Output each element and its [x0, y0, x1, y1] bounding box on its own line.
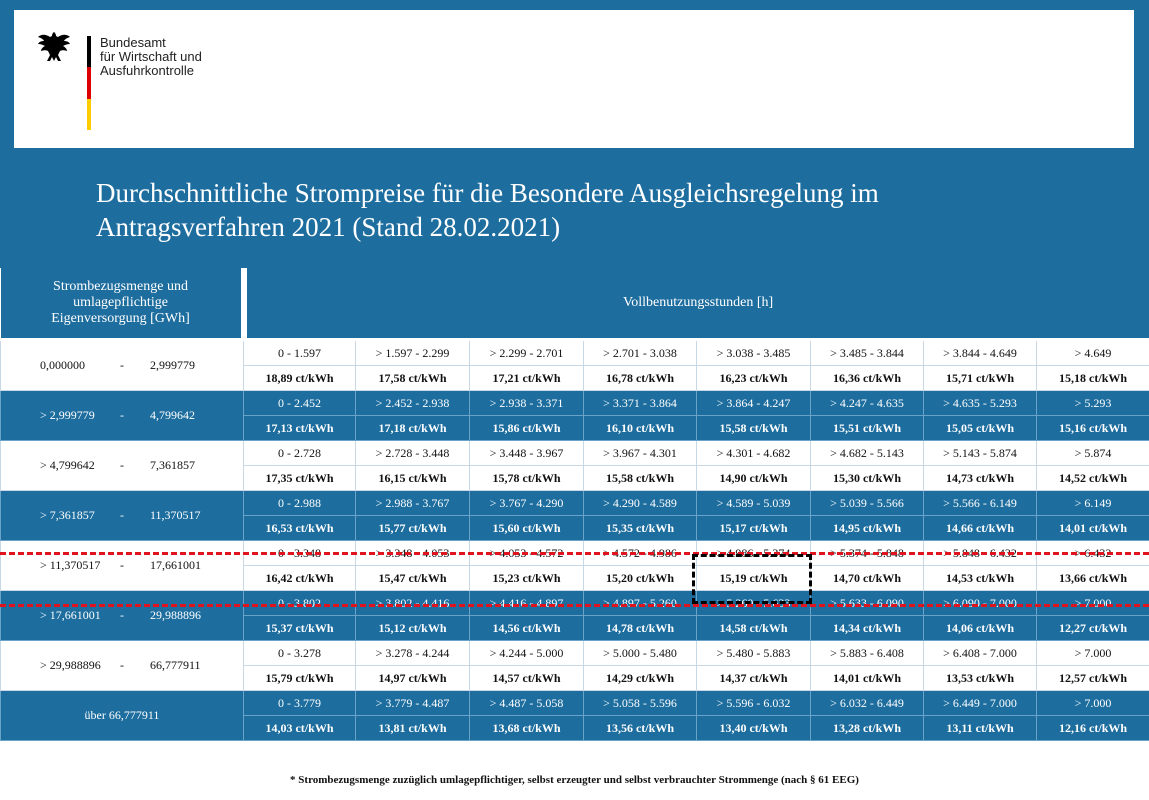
hours-range-cell: > 5.848 - 6.432 [924, 541, 1037, 566]
hours-range-cell: > 2.938 - 3.371 [470, 391, 584, 416]
price-cell: 13,28 ct/kWh [811, 716, 924, 741]
price-cell: 13,68 ct/kWh [470, 716, 584, 741]
price-cell: 14,78 ct/kWh [584, 616, 697, 641]
table-row [1, 441, 1149, 466]
price-cell: 15,58 ct/kWh [584, 466, 697, 491]
hours-range-cell: > 4.416 - 4.897 [470, 591, 584, 616]
hours-range-cell: > 6.090 - 7.000 [924, 591, 1037, 616]
price-cell: 13,56 ct/kWh [584, 716, 697, 741]
price-cell: 16,15 ct/kWh [356, 466, 470, 491]
quantity-range-cell [1, 491, 244, 541]
price-cell: 17,35 ct/kWh [244, 466, 356, 491]
quantity-from: > 11,370517 [40, 558, 101, 572]
price-cell: 15,20 ct/kWh [584, 566, 697, 591]
highlight-cell-box [692, 554, 812, 604]
price-cell: 14,73 ct/kWh [924, 466, 1037, 491]
price-cell: 13,53 ct/kWh [924, 666, 1037, 691]
price-cell: 13,11 ct/kWh [924, 716, 1037, 741]
hours-range-cell: > 3.802 - 4.416 [356, 591, 470, 616]
price-cell: 14,58 ct/kWh [697, 616, 811, 641]
hours-range-cell: > 3.844 - 4.649 [924, 340, 1037, 366]
quantity-from: > 7,361857 [40, 508, 95, 522]
quantity-range-cell [1, 591, 244, 641]
range-dash: - [120, 458, 124, 472]
quantity-range-cell [1, 641, 244, 691]
price-cell: 15,77 ct/kWh [356, 516, 470, 541]
hours-range-cell: > 4.053 - 4.572 [470, 541, 584, 566]
quantity-from: > 4,799642 [40, 458, 95, 472]
hours-range-cell: > 6.408 - 7.000 [924, 641, 1037, 666]
quantity-range-cell [1, 691, 244, 741]
hours-range-cell: > 4.649 [1037, 340, 1149, 366]
hours-range-cell: > 5.566 - 6.149 [924, 491, 1037, 516]
price-cell: 12,57 ct/kWh [1037, 666, 1149, 691]
hours-range-cell: 0 - 3.779 [244, 691, 356, 716]
price-cell: 15,35 ct/kWh [584, 516, 697, 541]
hours-range-cell: > 7.000 [1037, 591, 1149, 616]
header-line: Strombezugsmenge und [53, 279, 188, 294]
price-cell: 14,90 ct/kWh [697, 466, 811, 491]
hours-range-cell: > 5.293 [1037, 391, 1149, 416]
price-cell: 14,29 ct/kWh [584, 666, 697, 691]
hours-range-cell: > 3.371 - 3.864 [584, 391, 697, 416]
hours-range-cell: > 3.967 - 4.301 [584, 441, 697, 466]
agency-name [100, 36, 202, 78]
hours-range-cell: > 5.633 - 6.090 [811, 591, 924, 616]
quantity-to: 29,988896 [150, 608, 201, 622]
price-cell: 14,06 ct/kWh [924, 616, 1037, 641]
quantity-range-cell [1, 340, 244, 391]
table-row [1, 691, 1149, 716]
hours-range-cell: > 3.485 - 3.844 [811, 340, 924, 366]
hours-range-cell: > 3.779 - 4.487 [356, 691, 470, 716]
hours-range-cell: > 4.301 - 4.682 [697, 441, 811, 466]
hours-range-cell: > 5.058 - 5.596 [584, 691, 697, 716]
hours-range-cell: > 4.682 - 5.143 [811, 441, 924, 466]
price-cell: 14,97 ct/kWh [356, 666, 470, 691]
hours-range-cell: > 5.480 - 5.883 [697, 641, 811, 666]
quantity-to: 66,777911 [150, 658, 201, 672]
quantity-from: > 2,999779 [40, 408, 95, 422]
hours-range-cell: > 5.374 - 5.848 [811, 541, 924, 566]
hours-range-cell: > 3.038 - 3.485 [697, 340, 811, 366]
price-cell: 14,95 ct/kWh [811, 516, 924, 541]
quantity-to: 7,361857 [150, 458, 195, 472]
price-cell: 15,79 ct/kWh [244, 666, 356, 691]
hours-range-cell: > 6.149 [1037, 491, 1149, 516]
hours-range-cell: > 2.728 - 3.448 [356, 441, 470, 466]
agency-line: Ausfuhrkontrolle [100, 63, 194, 78]
hours-range-cell: > 4.290 - 4.589 [584, 491, 697, 516]
hours-range-cell: > 7.000 [1037, 641, 1149, 666]
hours-range-cell: 0 - 1.597 [244, 340, 356, 366]
price-cell: 15,51 ct/kWh [811, 416, 924, 441]
hours-range-cell: > 4.986 - 5.374 [697, 541, 811, 566]
table-row [1, 591, 1149, 616]
price-cell: 14,03 ct/kWh [244, 716, 356, 741]
title-line: Antragsverfahren 2021 (Stand 28.02.2021) [96, 212, 561, 242]
page-title [96, 176, 1096, 244]
price-cell: 16,36 ct/kWh [811, 366, 924, 391]
hours-range-cell: > 2.701 - 3.038 [584, 340, 697, 366]
hours-range-cell: > 4.244 - 5.000 [470, 641, 584, 666]
price-cell: 15,60 ct/kWh [470, 516, 584, 541]
range-dash: - [120, 358, 124, 372]
agency-line: Bundesamt [100, 35, 166, 50]
hours-range-cell: > 4.589 - 5.039 [697, 491, 811, 516]
price-cell: 15,47 ct/kWh [356, 566, 470, 591]
highlight-dashed-line-top [0, 552, 1149, 555]
hours-range-cell: > 6.432 [1037, 541, 1149, 566]
price-cell: 14,57 ct/kWh [470, 666, 584, 691]
price-cell: 15,17 ct/kWh [697, 516, 811, 541]
price-cell: 17,13 ct/kWh [244, 416, 356, 441]
hours-range-cell: > 5.260 - 5.633 [697, 591, 811, 616]
price-cell: 15,71 ct/kWh [924, 366, 1037, 391]
hours-range-cell: > 4.247 - 4.635 [811, 391, 924, 416]
price-cell: 15,19 ct/kWh [697, 566, 811, 591]
header-line: umlagepflichtige [73, 295, 168, 310]
price-cell: 15,30 ct/kWh [811, 466, 924, 491]
hours-range-cell: > 5.874 [1037, 441, 1149, 466]
header-line: Eigenversorgung [GWh] [51, 311, 190, 326]
price-cell: 15,18 ct/kWh [1037, 366, 1149, 391]
price-cell: 13,66 ct/kWh [1037, 566, 1149, 591]
price-cell: 15,86 ct/kWh [470, 416, 584, 441]
hours-range-cell: 0 - 2.988 [244, 491, 356, 516]
hours-range-cell: > 5.143 - 5.874 [924, 441, 1037, 466]
quantity-from: 0,000000 [40, 358, 85, 372]
hours-range-cell: > 6.032 - 6.449 [811, 691, 924, 716]
hours-range-cell: > 6.449 - 7.000 [924, 691, 1037, 716]
hours-range-cell: > 3.864 - 4.247 [697, 391, 811, 416]
price-cell: 15,58 ct/kWh [697, 416, 811, 441]
price-cell: 12,27 ct/kWh [1037, 616, 1149, 641]
hours-range-cell: > 2.452 - 2.938 [356, 391, 470, 416]
hours-range-cell: > 5.039 - 5.566 [811, 491, 924, 516]
price-cell: 14,34 ct/kWh [811, 616, 924, 641]
hours-range-cell: > 4.635 - 5.293 [924, 391, 1037, 416]
range-dash: - [120, 408, 124, 422]
price-cell: 15,78 ct/kWh [470, 466, 584, 491]
hours-range-cell: > 3.348 - 4.053 [356, 541, 470, 566]
quantity-to: 2,999779 [150, 358, 195, 372]
header-banner [0, 0, 1149, 268]
table-row [1, 340, 1149, 366]
price-cell: 14,52 ct/kWh [1037, 466, 1149, 491]
quantity-range-cell [1, 441, 244, 491]
price-cell: 15,23 ct/kWh [470, 566, 584, 591]
quantity-label: über 66,777911 [84, 708, 160, 722]
title-line: Durchschnittliche Strompreise für die Besondere Ausgleichsregelung im [96, 178, 879, 208]
hours-range-cell: 0 - 3.348 [244, 541, 356, 566]
price-cell: 16,23 ct/kWh [697, 366, 811, 391]
price-cell: 17,18 ct/kWh [356, 416, 470, 441]
quantity-range-cell [1, 541, 244, 591]
hours-range-cell: > 3.448 - 3.967 [470, 441, 584, 466]
range-dash: - [120, 608, 124, 622]
quantity-column-header [1, 268, 244, 340]
agency-line: für Wirtschaft und [100, 49, 202, 64]
hours-range-cell: > 1.597 - 2.299 [356, 340, 470, 366]
hours-range-cell: 0 - 2.452 [244, 391, 356, 416]
hours-range-cell: 0 - 3.278 [244, 641, 356, 666]
table-body [1, 340, 1149, 741]
price-cell: 15,12 ct/kWh [356, 616, 470, 641]
price-cell: 16,53 ct/kWh [244, 516, 356, 541]
quantity-to: 11,370517 [150, 508, 201, 522]
price-cell: 18,89 ct/kWh [244, 366, 356, 391]
price-cell: 13,81 ct/kWh [356, 716, 470, 741]
price-cell: 17,58 ct/kWh [356, 366, 470, 391]
hours-range-cell: > 4.572 - 4.986 [584, 541, 697, 566]
range-dash: - [120, 558, 124, 572]
price-table [0, 268, 1149, 741]
table-row [1, 391, 1149, 416]
hours-range-cell: > 3.278 - 4.244 [356, 641, 470, 666]
price-cell: 17,21 ct/kWh [470, 366, 584, 391]
price-cell: 14,56 ct/kWh [470, 616, 584, 641]
highlight-dashed-line-bottom [0, 604, 1149, 607]
price-cell: 14,53 ct/kWh [924, 566, 1037, 591]
price-cell: 14,01 ct/kWh [811, 666, 924, 691]
logo-panel [14, 10, 1134, 148]
quantity-from: > 29,988896 [40, 658, 101, 672]
quantity-range-cell [1, 391, 244, 441]
hours-range-cell: > 5.883 - 6.408 [811, 641, 924, 666]
hours-range-cell: > 4.487 - 5.058 [470, 691, 584, 716]
german-flag-stripe [87, 36, 91, 130]
price-cell: 16,42 ct/kWh [244, 566, 356, 591]
price-cell: 14,01 ct/kWh [1037, 516, 1149, 541]
hours-range-cell: > 2.988 - 3.767 [356, 491, 470, 516]
price-cell: 15,05 ct/kWh [924, 416, 1037, 441]
price-cell: 15,37 ct/kWh [244, 616, 356, 641]
quantity-from: > 17,661001 [40, 608, 101, 622]
hours-range-cell: 0 - 3.802 [244, 591, 356, 616]
price-cell: 14,37 ct/kWh [697, 666, 811, 691]
table-row [1, 491, 1149, 516]
hours-range-cell: > 4.897 - 5.260 [584, 591, 697, 616]
footnote: * Strombezugsmenge zuzüglich umlagepflichtiger, selbst erzeugter und selbst verbrauchter Strommenge (nach § 61 EEG) [290, 774, 859, 786]
price-cell: 14,70 ct/kWh [811, 566, 924, 591]
quantity-to: 17,661001 [150, 558, 201, 572]
hours-range-cell: > 7.000 [1037, 691, 1149, 716]
hours-range-cell: > 2.299 - 2.701 [470, 340, 584, 366]
range-dash: - [120, 508, 124, 522]
hours-range-cell: > 5.596 - 6.032 [697, 691, 811, 716]
table-row [1, 641, 1149, 666]
full-load-hours-header: Vollbenutzungsstunden [h] [244, 268, 1149, 340]
price-cell: 14,66 ct/kWh [924, 516, 1037, 541]
federal-eagle-icon [36, 28, 76, 68]
price-cell: 16,78 ct/kWh [584, 366, 697, 391]
hours-range-cell: > 5.000 - 5.480 [584, 641, 697, 666]
hours-range-cell: 0 - 2.728 [244, 441, 356, 466]
price-cell: 16,10 ct/kWh [584, 416, 697, 441]
price-cell: 12,16 ct/kWh [1037, 716, 1149, 741]
price-cell: 13,40 ct/kWh [697, 716, 811, 741]
quantity-to: 4,799642 [150, 408, 195, 422]
range-dash: - [120, 658, 124, 672]
price-cell: 15,16 ct/kWh [1037, 416, 1149, 441]
hours-range-cell: > 3.767 - 4.290 [470, 491, 584, 516]
